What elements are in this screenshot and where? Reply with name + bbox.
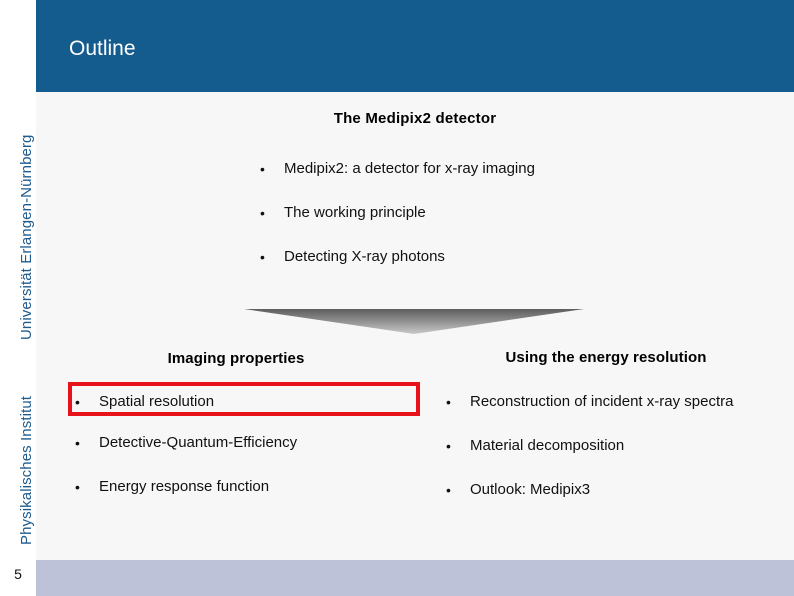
medipix-topic-item: • Detecting X-ray photons [260,248,760,266]
footer-strip [36,560,794,596]
medipix-section-heading: The Medipix2 detector [333,110,497,127]
imaging-property-item: • Energy response function [75,478,395,496]
downward-arrow-graphic [244,309,584,334]
energy-topic-item: • Material decomposition [446,437,776,455]
left-sidebar [0,0,36,560]
energy-resolution-list [446,393,776,525]
sidebar-university-label: Universität Erlangen-Nürnberg [18,134,35,340]
medipix-topic-list [260,160,760,292]
energy-resolution-heading: Using the energy resolution [505,349,707,366]
medipix-topic-item: • Medipix2: a detector for x-ray imaging [260,160,760,178]
energy-topic-item: • Reconstruction of incident x-ray spectra [446,393,776,411]
slide-content [36,92,794,560]
medipix-topic-item: • The working principle [260,204,760,222]
imaging-properties-heading: Imaging properties [167,350,305,367]
imaging-property-item: • Spatial resolution [75,393,395,411]
imaging-properties-list [75,393,395,519]
slide-header [36,0,794,92]
sidebar-institute-label: Physikalisches Institut [18,395,35,545]
page-number: 5 [14,566,22,582]
slide-title: Outline [69,37,136,60]
imaging-property-item: • Detective-Quantum-Efficiency [75,434,395,452]
energy-topic-item: • Outlook: Medipix3 [446,481,776,499]
